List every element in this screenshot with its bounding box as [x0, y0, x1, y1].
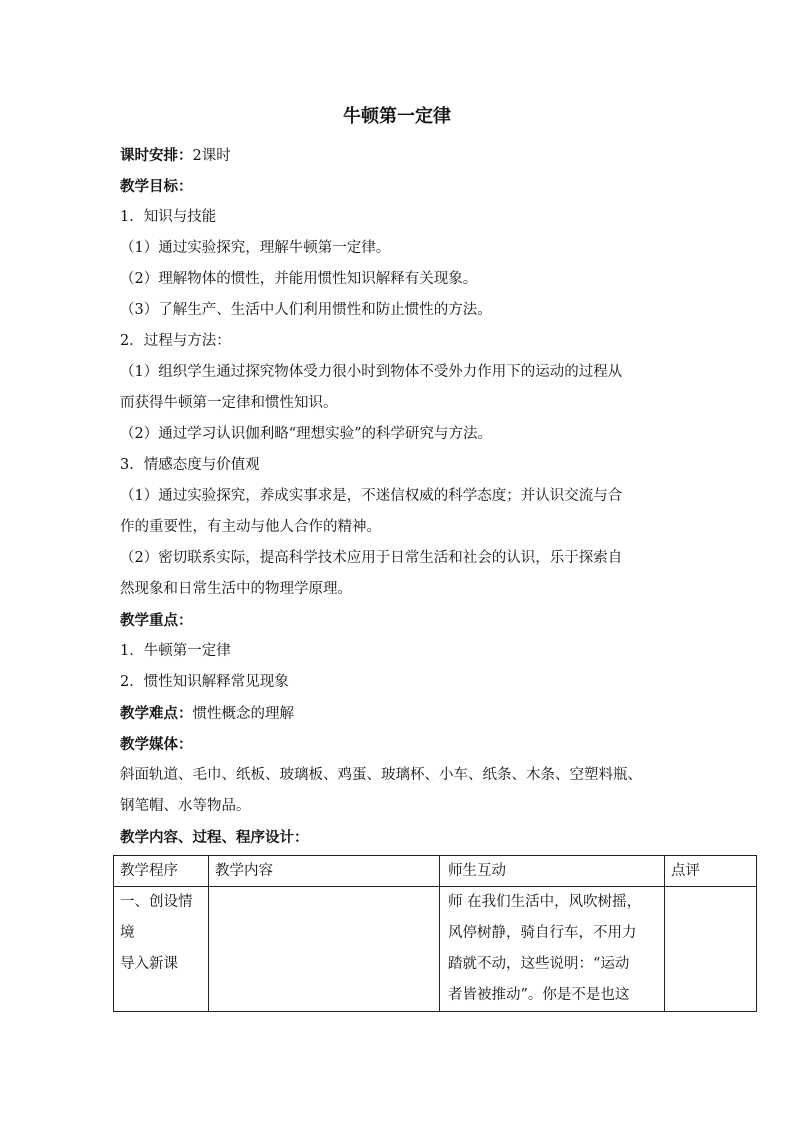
goal3-item2-line1: （2）密切联系实际，提高科学技术应用于日常生活和社会的认识，乐于探索自	[120, 550, 623, 566]
content-cell	[209, 887, 440, 1012]
schedule-label: 课时安排：	[120, 147, 193, 164]
interaction-line: 踏就不动，这些说明：“运动	[448, 956, 630, 972]
media-line1: 斜面轨道、毛巾、纸板、玻璃板、鸡蛋、玻璃杯、小车、纸条、木条、空塑料瓶、	[120, 767, 642, 783]
goal2-heading: 2．过程与方法：	[120, 333, 231, 349]
table-header-cell: 点评	[665, 856, 757, 887]
goal2-item2: （2）通过学习认识伽利略“理想实验”的科学研究与方法。	[120, 426, 493, 442]
goal2-item1-line1: （1）组织学生通过探究物体受力很小时到物体不受外力作用下的运动的过程从	[120, 364, 623, 380]
key-item: 2．惯性知识解释常见现象	[120, 674, 289, 690]
procedure-line: 一、创设情	[120, 894, 193, 910]
interaction-cell	[440, 887, 665, 1012]
interaction-line: 者皆被推动”。你是不是也这	[448, 987, 630, 1003]
document-body	[120, 140, 680, 853]
procedure-cell	[114, 887, 209, 1012]
goal1-item: （2）理解物体的惯性，并能用惯性知识解释有关现象。	[120, 271, 478, 287]
goal1-item: （1）通过实验探究，理解牛顿第一定律。	[120, 240, 391, 256]
goal3-item1-line1: （1）通过实验探究，养成实事求是，不迷信权威的科学态度；并认识交流与合	[120, 488, 623, 504]
media-line2: 钢笔帽、水等物品。	[120, 798, 251, 814]
goal2-item1-line2: 而获得牛顿第一定律和惯性知识。	[120, 395, 338, 411]
table-header-row	[114, 856, 757, 887]
key-item: 1．牛顿第一定律	[120, 643, 231, 659]
difficulty-label: 教学难点：	[120, 705, 193, 722]
goals-heading: 教学目标：	[120, 178, 193, 195]
table-header-cell: 师生互动	[440, 856, 665, 887]
table-header-cell: 教学内容	[209, 856, 440, 887]
procedure-line: 导入新课	[120, 956, 178, 972]
document-title: 牛顿第一定律	[343, 106, 451, 127]
interaction-line: 风停树静，骑自行车，不用力	[448, 925, 637, 941]
goal1-item: （3）了解生产、生活中人们利用惯性和防止惯性的方法。	[120, 302, 492, 318]
schedule-line	[120, 140, 680, 171]
media-heading: 教学媒体：	[120, 736, 193, 753]
table-row	[114, 887, 757, 1012]
goal3-heading: 3．情感态度与价值观	[120, 457, 260, 473]
interaction-line: 师 在我们生活中，风吹树摇，	[448, 894, 642, 910]
procedure-line: 境	[120, 925, 135, 941]
goal3-item1-line2: 作的重要性，有主动与他人合作的精神。	[120, 519, 381, 535]
difficulty-line	[120, 698, 680, 729]
goal1-heading: 1．知识与技能	[120, 209, 217, 225]
table-header-cell: 教学程序	[114, 856, 209, 887]
lesson-table	[113, 855, 757, 1012]
schedule-value: 2课时	[192, 148, 231, 164]
goal3-item2-line2: 然现象和日常生活中的物理学原理。	[120, 581, 352, 597]
design-heading: 教学内容、过程、程序设计：	[120, 829, 309, 846]
difficulty-value: 惯性概念的理解	[192, 706, 294, 722]
key-heading: 教学重点：	[120, 612, 193, 629]
comment-cell	[665, 887, 757, 1012]
